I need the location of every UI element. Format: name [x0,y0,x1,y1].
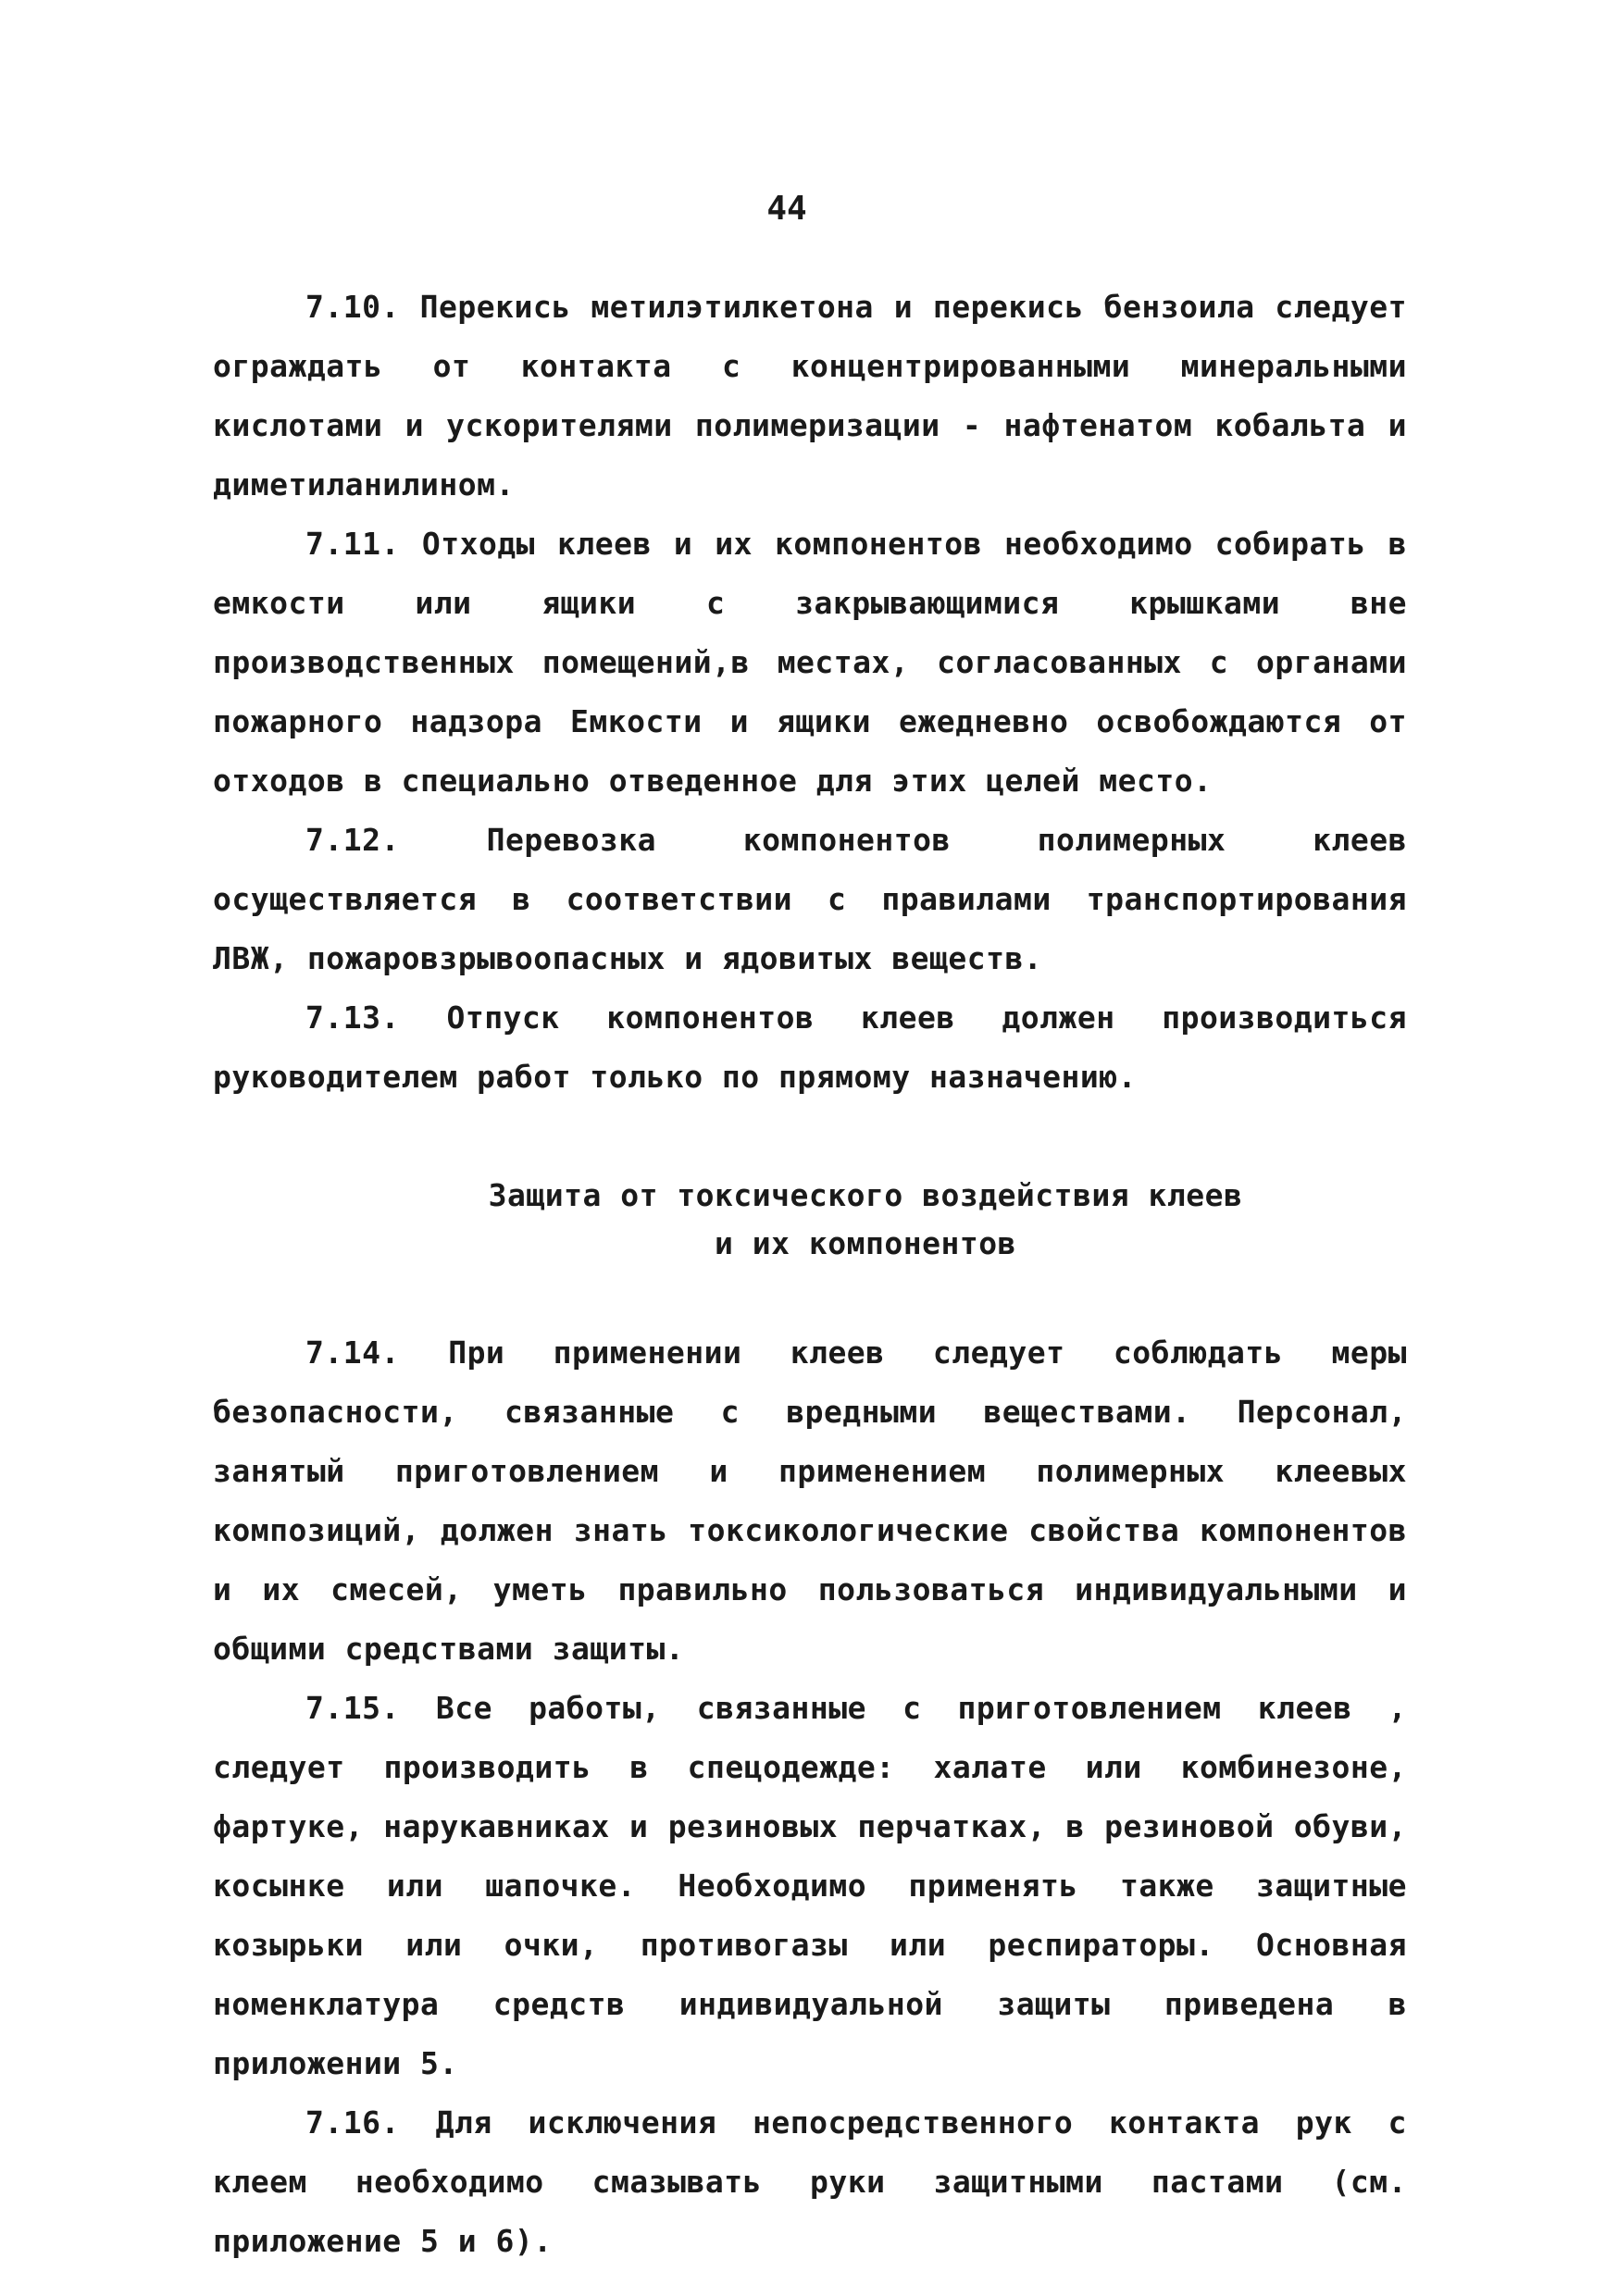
paragraph-7-15: 7.15. Все работы, связанные с приготовлением клеев , следует производить в спецодежде: халате или комбинезоне, фартуке, нарукавниках и резиновых перчатках, в резиновой обуви, косынке или шапочке. Необходимо применять также защитные козырьки или очки, противогазы или респираторы. Основная номенклатура средств индивидуальной защиты приведена в приложении 5. [213,1690,1407,2081]
paragraph-7-10: 7.10. Перекись метилэтилкетона и перекись бензоила следует ограждать от контакта с концентрированными минеральными кислотами и ускорителями полимеризации - нафтенатом кобальта и диметиланилином. [213,289,1407,503]
paragraph-7-13: 7.13. Отпуск компонентов клеев должен производиться руководителем работ только по прямому назначению. [213,999,1407,1095]
section-heading-line-1: Защита от токсического воздействия клеев [488,1177,1243,1213]
section-heading-line-2: и их компонентов [715,1225,1016,1261]
document-body [213,278,1407,2271]
paragraph-7-11: 7.11. Отходы клеев и их компонентов необходимо собирать в емкости или ящики с закрывающимися крышками вне производственных помещений,в местах, согласованных с органами пожарного надзора Емкости и ящики ежедневно освобождаются от отходов в специально отведенное для этих целей место. [213,526,1407,799]
paragraph-7-16: 7.16. Для исключения непосредственного контакта рук с клеем необходимо смазывать руки защитными пастами (см. приложение 5 и 6). [213,2104,1407,2259]
page-number: 44 [766,190,807,228]
paragraph-7-12: 7.12. Перевозка компонентов полимерных клеев осуществляется в соответствии с правилами транспортирования ЛВЖ, пожаровзрывоопасных и ядовитых веществ. [213,822,1407,976]
paragraph-7-14: 7.14. При применении клеев следует соблюдать меры безопасности, связанные с вредными веществами. Персонал, занятый приготовлением и применением полимерных клеевых композиций, должен знать токсикологические свойства компонентов и их смесей, уметь правильно пользоваться индивидуальными и общими средствами защиты. [213,1334,1407,1667]
section-heading [213,1172,1407,1268]
